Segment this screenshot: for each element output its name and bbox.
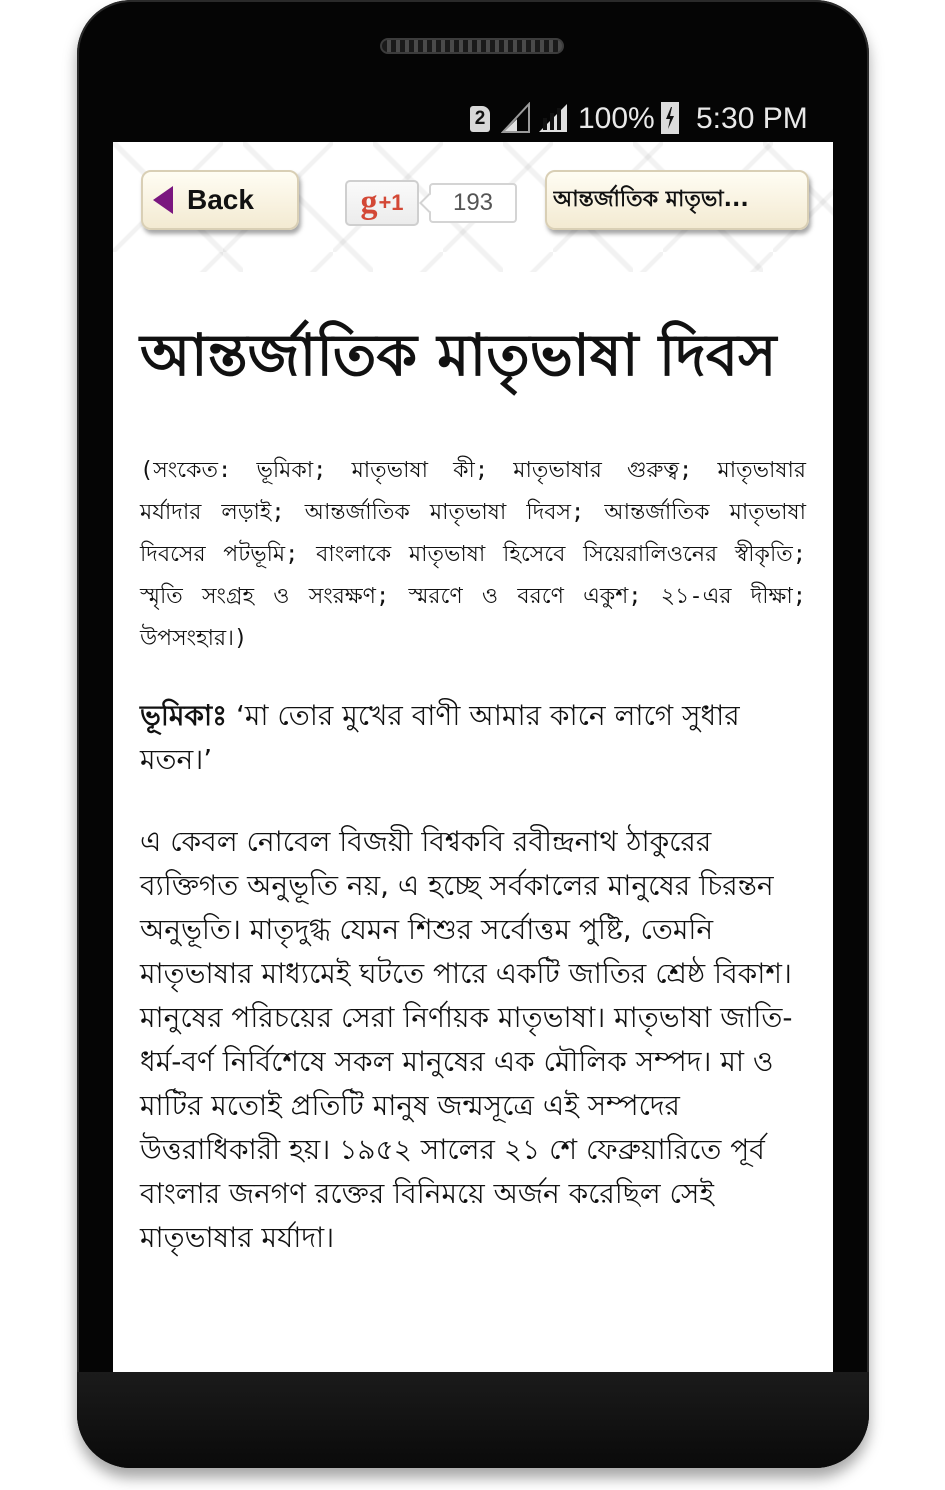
article-title: আন্তর্জাতিক মাতৃভাষা দিবস bbox=[140, 321, 777, 389]
back-button-label: Back bbox=[187, 184, 254, 215]
article-title-button-label: আন্তর্জাতিক মাতৃভা... bbox=[553, 186, 749, 212]
status-bar bbox=[113, 96, 833, 142]
battery-percent: 100% bbox=[578, 102, 655, 135]
intro-text: ‘মা তোর মুখের বাণী আমার কানে লাগে সুধার মতন।’ bbox=[140, 699, 740, 776]
clock: 5:30 PM bbox=[696, 102, 808, 135]
back-arrow-icon bbox=[153, 186, 173, 214]
signal-icon bbox=[501, 102, 531, 134]
back-button[interactable] bbox=[141, 170, 299, 230]
google-plus-icon: g bbox=[360, 184, 378, 221]
article-summary: (সংকেত: ভূমিকা; মাতৃভাষা কী; মাতৃভাষার গুরুত্ব; মাতৃভাষার মর্যাদার লড়াই; আন্তর্জাতিক মাতৃভাষা দিবস; আন্তর্জাতিক মাতৃভাষা দিবসের পটভূমি; বাংলাকে মাতৃভাষা হিসেবে সিয়েরালিওনের স্বীকৃতি; স্মৃতি সংগ্রহ ও সংরক্ষণ; স্মরণে ও বরণে একুশ; ২১-এর দীক্ষা; উপসংহার।) bbox=[140, 458, 806, 651]
intro-paragraph bbox=[140, 694, 806, 782]
body-paragraph: এ কেবল নোবেল বিজয়ী বিশ্বকবি রবীন্দ্রনাথ ঠাকুরের ব্যক্তিগত অনুভূতি নয়, এ হচ্ছে সর্বকালের মানুষের চিরন্তন অনুভূতি। মাতৃদুগ্ধ যেমন শিশুর সর্বোত্তম পুষ্টি, তেমনি মাতৃভাষার মাধ্যমেই ঘটতে পারে একটি জাতির শ্রেষ্ঠ বিকাশ। মানুষের পরিচয়ের সেরা নির্ণায়ক মাতৃভাষা। মাতৃভাষা জাতি-ধর্ম-বর্ণ নির্বিশেষে সকল মানুষের এক মৌলিক সম্পদ। মা ও মাটির মতোই প্রতিটি মানুষ জন্মসূত্রে এই সম্পদের উত্তরাধিকারী হয়। ১৯৫২ সালের ২১ শে ফেব্রুয়ারিতে পূর্ব বাংলার জনগণ রক্তের বিনিময়ে অর্জন করেছিল সেই মাতৃভাষার মর্যাদা। bbox=[140, 825, 793, 1254]
google-plus-one-button[interactable] bbox=[345, 180, 419, 226]
toolbar bbox=[113, 142, 833, 272]
phone-speaker bbox=[380, 38, 564, 54]
gplus-label: +1 bbox=[378, 190, 404, 215]
article-content bbox=[140, 312, 806, 1298]
app-screen bbox=[113, 142, 833, 1372]
sim-icon: 2 bbox=[470, 106, 490, 132]
gplus-count: 193 bbox=[429, 183, 517, 223]
intro-label: ভূমিকাঃ bbox=[140, 699, 228, 732]
signal-icon-2 bbox=[537, 102, 569, 134]
battery-icon bbox=[661, 102, 679, 134]
phone-chin bbox=[77, 1372, 869, 1468]
article-title-button[interactable] bbox=[545, 170, 809, 230]
